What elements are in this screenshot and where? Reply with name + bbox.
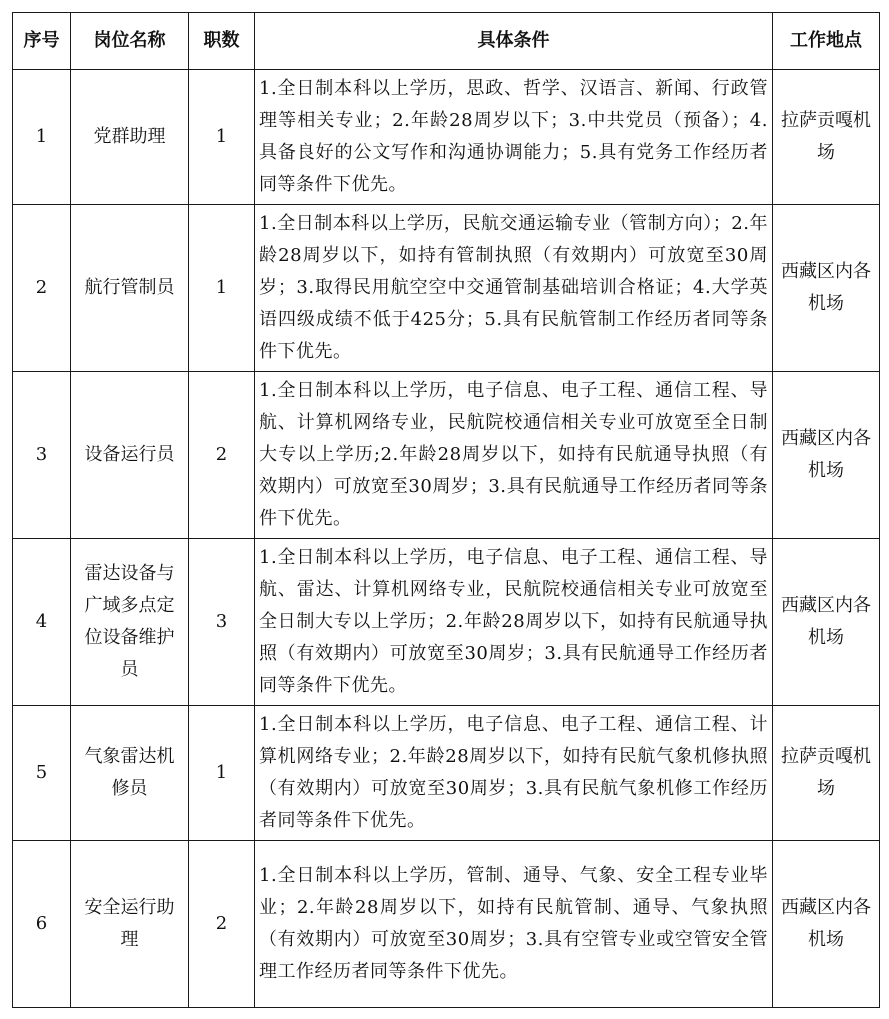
row-seq: 6 (13, 841, 71, 1008)
table-row (13, 205, 880, 372)
row-position: 党群助理 (71, 70, 189, 205)
header-seq: 序号 (13, 13, 71, 70)
row-position: 雷达设备与广域多点定位设备维护员 (71, 539, 189, 706)
row-count: 3 (189, 539, 255, 706)
table-row (13, 706, 880, 841)
row-count: 2 (189, 372, 255, 539)
table-row (13, 70, 880, 205)
row-location: 西藏区内各机场 (773, 372, 880, 539)
row-seq: 4 (13, 539, 71, 706)
row-location: 西藏区内各机场 (773, 841, 880, 1008)
row-position: 安全运行助理 (71, 841, 189, 1008)
row-conditions: 1.全日制本科以上学历，电子信息、电子工程、通信工程、计算机网络专业；2.年龄28周岁以下，如持有民航气象机修执照（有效期内）可放宽至30周岁；3.具有民航气象机修工作经历者同等条件下优先。 (255, 706, 773, 841)
row-location: 西藏区内各机场 (773, 539, 880, 706)
table-row (13, 372, 880, 539)
header-location: 工作地点 (773, 13, 880, 70)
row-seq: 5 (13, 706, 71, 841)
row-position: 航行管制员 (71, 205, 189, 372)
row-count: 1 (189, 205, 255, 372)
row-conditions: 1.全日制本科以上学历，电子信息、电子工程、通信工程、导航、计算机网络专业，民航院校通信相关专业可放宽至全日制大专以上学历;2.年龄28周岁以下，如持有民航通导执照（有效期内）可放宽至30周岁；3.具有民航通导工作经历者同等条件下优先。 (255, 372, 773, 539)
table-row (13, 539, 880, 706)
table-header-row (13, 13, 880, 70)
row-seq: 2 (13, 205, 71, 372)
header-count: 职数 (189, 13, 255, 70)
row-conditions: 1.全日制本科以上学历，思政、哲学、汉语言、新闻、行政管理等相关专业；2.年龄28周岁以下；3.中共党员（预备）；4.具备良好的公文写作和沟通协调能力；5.具有党务工作经历者同等条件下优先。 (255, 70, 773, 205)
row-seq: 3 (13, 372, 71, 539)
row-conditions: 1.全日制本科以上学历，管制、通导、气象、安全工程专业毕业；2.年龄28周岁以下，如持有民航管制、通导、气象执照（有效期内）可放宽至30周岁；3.具有空管专业或空管安全管理工作经历者同等条件下优先。 (255, 841, 773, 1008)
row-seq: 1 (13, 70, 71, 205)
row-position: 设备运行员 (71, 372, 189, 539)
recruitment-table (12, 12, 880, 1008)
row-conditions: 1.全日制本科以上学历，民航交通运输专业（管制方向）；2.年龄28周岁以下，如持有管制执照（有效期内）可放宽至30周岁；3.取得民用航空空中交通管制基础培训合格证；4.大学英语四级成绩不低于425分；5.具有民航管制工作经历者同等条件下优先。 (255, 205, 773, 372)
row-count: 1 (189, 706, 255, 841)
row-location: 西藏区内各机场 (773, 205, 880, 372)
row-count: 1 (189, 70, 255, 205)
header-conditions: 具体条件 (255, 13, 773, 70)
row-location: 拉萨贡嘎机场 (773, 70, 880, 205)
row-count: 2 (189, 841, 255, 1008)
header-position: 岗位名称 (71, 13, 189, 70)
row-conditions: 1.全日制本科以上学历，电子信息、电子工程、通信工程、导航、雷达、计算机网络专业，民航院校通信相关专业可放宽至全日制大专以上学历；2.年龄28周岁以下，如持有民航通导执照（有效期内）可放宽至30周岁；3.具有民航通导工作经历者同等条件下优先。 (255, 539, 773, 706)
table-row (13, 841, 880, 1008)
row-position: 气象雷达机修员 (71, 706, 189, 841)
row-location: 拉萨贡嘎机场 (773, 706, 880, 841)
